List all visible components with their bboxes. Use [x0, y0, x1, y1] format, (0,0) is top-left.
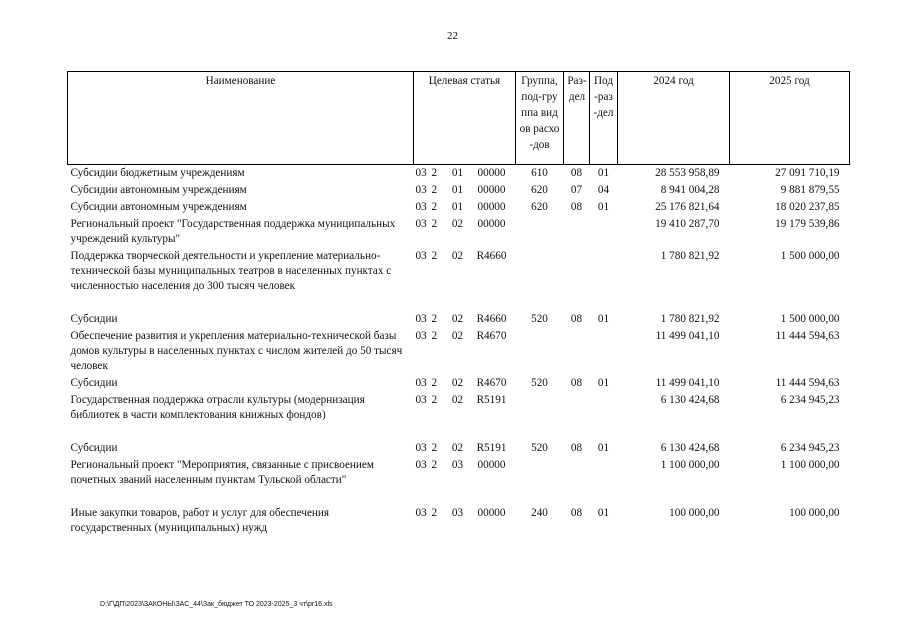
- target-program: 03: [415, 459, 427, 471]
- target-main-event: 02: [451, 442, 464, 454]
- row-section: 08: [570, 313, 583, 325]
- row-target: [414, 505, 516, 537]
- target-main-event: 02: [451, 313, 464, 325]
- row-group: 520: [531, 442, 548, 454]
- table-row: [68, 440, 850, 457]
- row-section: [564, 216, 590, 248]
- spacer-cell: [68, 424, 850, 440]
- row-2024: 8 941 004,28: [660, 184, 720, 196]
- target-direction: 00000: [477, 201, 506, 213]
- target-program: 03: [415, 394, 427, 406]
- row-name: Государственная поддержка отрасли культуры (модернизация библиотек в части комплектования книжных фондов): [70, 394, 365, 421]
- target-main-event: 01: [451, 184, 464, 196]
- row-subsection: 04: [597, 184, 610, 196]
- row-target: [414, 199, 516, 216]
- row-2025: 6 234 945,23: [780, 394, 840, 406]
- row-spacer: [68, 295, 850, 311]
- target-subprogram: 2: [431, 507, 438, 519]
- budget-table-container: [67, 71, 849, 537]
- target-main-event: 02: [451, 218, 464, 230]
- row-section: [564, 457, 590, 489]
- row-2024: 6 130 424,68: [660, 394, 720, 406]
- row-name: Субсидии автономным учреждениям: [70, 201, 247, 213]
- row-2024: 19 410 287,70: [655, 218, 720, 230]
- row-2025: 19 179 539,86: [775, 218, 840, 230]
- row-subsection: [590, 216, 618, 248]
- row-spacer: [68, 489, 850, 505]
- row-2024: 28 553 958,89: [655, 167, 720, 179]
- row-section: [564, 392, 590, 424]
- row-group: [516, 392, 564, 424]
- target-main-event: 03: [451, 459, 464, 471]
- target-subprogram: 2: [431, 313, 438, 325]
- target-main-event: 02: [451, 377, 464, 389]
- table-row: [68, 216, 850, 248]
- row-subsection: 01: [597, 201, 610, 213]
- row-target: [414, 216, 516, 248]
- row-target: [414, 440, 516, 457]
- row-target: [414, 182, 516, 199]
- row-group: [516, 328, 564, 375]
- table-row: [68, 505, 850, 537]
- row-subsection: 01: [597, 507, 610, 519]
- table-header-row: [68, 72, 850, 165]
- target-subprogram: 2: [431, 218, 438, 230]
- row-group: 610: [531, 167, 548, 179]
- row-group: 520: [531, 377, 548, 389]
- target-program: 03: [415, 201, 427, 213]
- row-2024: 100 000,00: [669, 507, 720, 519]
- table-row: [68, 328, 850, 375]
- row-target: [414, 248, 516, 295]
- row-subsection: [590, 328, 618, 375]
- table-body: [68, 165, 850, 538]
- target-subprogram: 2: [431, 167, 438, 179]
- row-subsection: [590, 457, 618, 489]
- target-direction: R4660: [476, 250, 507, 262]
- row-section: 08: [570, 201, 583, 213]
- target-direction: R4660: [476, 313, 507, 325]
- target-main-event: 03: [451, 507, 464, 519]
- target-subprogram: 2: [431, 394, 438, 406]
- target-direction: R5191: [476, 394, 507, 406]
- row-group: 620: [531, 201, 548, 213]
- target-subprogram: 2: [431, 184, 438, 196]
- target-main-event: 02: [451, 250, 464, 262]
- row-group: [516, 248, 564, 295]
- target-program: 03: [415, 377, 427, 389]
- row-section: [564, 248, 590, 295]
- row-2025: 11 444 594,63: [775, 330, 840, 342]
- row-2024: 1 780 821,92: [660, 313, 720, 325]
- target-direction: 00000: [477, 218, 506, 230]
- row-name: Обеспечение развития и укрепления материально-технической базы домов культуры в населенных пунктах с числом жителей до 50 тысяч человек: [70, 330, 403, 372]
- target-direction: R4670: [476, 377, 507, 389]
- row-group: 240: [531, 507, 548, 519]
- target-main-event: 02: [451, 330, 464, 342]
- row-2024: 11 499 041,10: [655, 377, 720, 389]
- row-target: [414, 328, 516, 375]
- row-section: 08: [570, 442, 583, 454]
- table-row: [68, 182, 850, 199]
- header-group: [516, 72, 564, 165]
- header-group-label: Группа, под-группа видов расхо-дов: [519, 75, 560, 151]
- row-target: [414, 375, 516, 392]
- row-group: [516, 457, 564, 489]
- target-program: 03: [415, 330, 427, 342]
- row-2025: 27 091 710,19: [775, 167, 840, 179]
- row-group: 520: [531, 313, 548, 325]
- target-direction: 00000: [477, 459, 506, 471]
- row-subsection: 01: [597, 377, 610, 389]
- row-name: Региональный проект "Государственная поддержка муниципальных учреждений культуры": [70, 218, 396, 245]
- header-section-label: Раз-дел: [567, 75, 587, 103]
- row-2025: 9 881 879,55: [780, 184, 840, 196]
- row-group: [516, 216, 564, 248]
- target-direction: R4670: [476, 330, 507, 342]
- target-subprogram: 2: [431, 459, 438, 471]
- target-main-event: 01: [451, 167, 464, 179]
- row-name: Субсидии: [70, 442, 118, 454]
- target-subprogram: 2: [431, 201, 438, 213]
- table-row: [68, 311, 850, 328]
- row-2024: 25 176 821,64: [655, 201, 720, 213]
- row-group: 620: [531, 184, 548, 196]
- row-2025: 11 444 594,63: [775, 377, 840, 389]
- header-subsection-label: Под-раз-дел: [593, 75, 614, 119]
- header-2024: 2024 год: [618, 72, 730, 165]
- row-target: [414, 311, 516, 328]
- row-2024: 6 130 424,68: [660, 442, 720, 454]
- table-row: [68, 375, 850, 392]
- page-number: 22: [447, 30, 458, 42]
- footer-file-path: D:\Г\ДП\2023\ЗАКОНЫ\ЗАС_44\Зак_бюджет ТО 2023-2025_3 чт\pr16.xls: [100, 601, 333, 608]
- target-direction: 00000: [477, 184, 506, 196]
- spacer-cell: [68, 489, 850, 505]
- target-direction: 00000: [477, 167, 506, 179]
- row-name: Поддержка творческой деятельности и укрепление материально-технической базы муниципальных театров в населенных пунктах с численностью населения до 300 тысяч человек: [70, 250, 392, 292]
- row-2025: 1 500 000,00: [780, 313, 840, 325]
- row-subsection: 01: [597, 313, 610, 325]
- table-row: [68, 199, 850, 216]
- row-section: 08: [570, 167, 583, 179]
- row-target: [414, 392, 516, 424]
- row-2025: 1 100 000,00: [780, 459, 840, 471]
- row-subsection: [590, 248, 618, 295]
- row-2024: 11 499 041,10: [655, 330, 720, 342]
- header-name: Наименование: [68, 72, 414, 165]
- target-direction: 00000: [477, 507, 506, 519]
- target-program: 03: [415, 167, 427, 179]
- row-2024: 1 780 821,92: [660, 250, 720, 262]
- table-row: [68, 392, 850, 424]
- table-row: [68, 457, 850, 489]
- row-subsection: [590, 392, 618, 424]
- target-subprogram: 2: [431, 250, 438, 262]
- row-section: [564, 328, 590, 375]
- row-subsection: 01: [597, 167, 610, 179]
- target-program: 03: [415, 442, 427, 454]
- target-direction: R5191: [476, 442, 507, 454]
- row-name: Субсидии автономным учреждениям: [70, 184, 247, 196]
- row-name: Субсидии бюджетным учреждениям: [70, 167, 245, 179]
- row-target: [414, 165, 516, 183]
- target-subprogram: 2: [431, 442, 438, 454]
- header-section: [564, 72, 590, 165]
- spacer-cell: [68, 295, 850, 311]
- row-name: Субсидии: [70, 377, 118, 389]
- row-name: Субсидии: [70, 313, 118, 325]
- row-section: 07: [570, 184, 583, 196]
- header-target: Целевая статья: [414, 72, 516, 165]
- target-main-event: 02: [451, 394, 464, 406]
- row-subsection: 01: [597, 442, 610, 454]
- row-target: [414, 457, 516, 489]
- target-main-event: 01: [451, 201, 464, 213]
- row-2025: 18 020 237,85: [775, 201, 840, 213]
- row-2024: 1 100 000,00: [660, 459, 720, 471]
- row-name: Региональный проект "Мероприятия, связанные с присвоением почетных званий населенным пунктам Тульской области": [70, 459, 374, 486]
- row-name: Иные закупки товаров, работ и услуг для обеспечения государственных (муниципальных) нужд: [70, 507, 330, 534]
- row-2025: 1 500 000,00: [780, 250, 840, 262]
- target-subprogram: 2: [431, 377, 438, 389]
- target-program: 03: [415, 313, 427, 325]
- target-program: 03: [415, 184, 427, 196]
- target-program: 03: [415, 218, 427, 230]
- row-2025: 100 000,00: [789, 507, 840, 519]
- header-subsection: [590, 72, 618, 165]
- target-program: 03: [415, 507, 427, 519]
- target-program: 03: [415, 250, 427, 262]
- table-row: [68, 248, 850, 295]
- table-row: [68, 165, 850, 183]
- target-subprogram: 2: [431, 330, 438, 342]
- row-section: 08: [570, 507, 583, 519]
- header-2025: 2025 год: [730, 72, 850, 165]
- row-2025: 6 234 945,23: [780, 442, 840, 454]
- row-spacer: [68, 424, 850, 440]
- budget-table: [67, 71, 850, 537]
- row-section: 08: [570, 377, 583, 389]
